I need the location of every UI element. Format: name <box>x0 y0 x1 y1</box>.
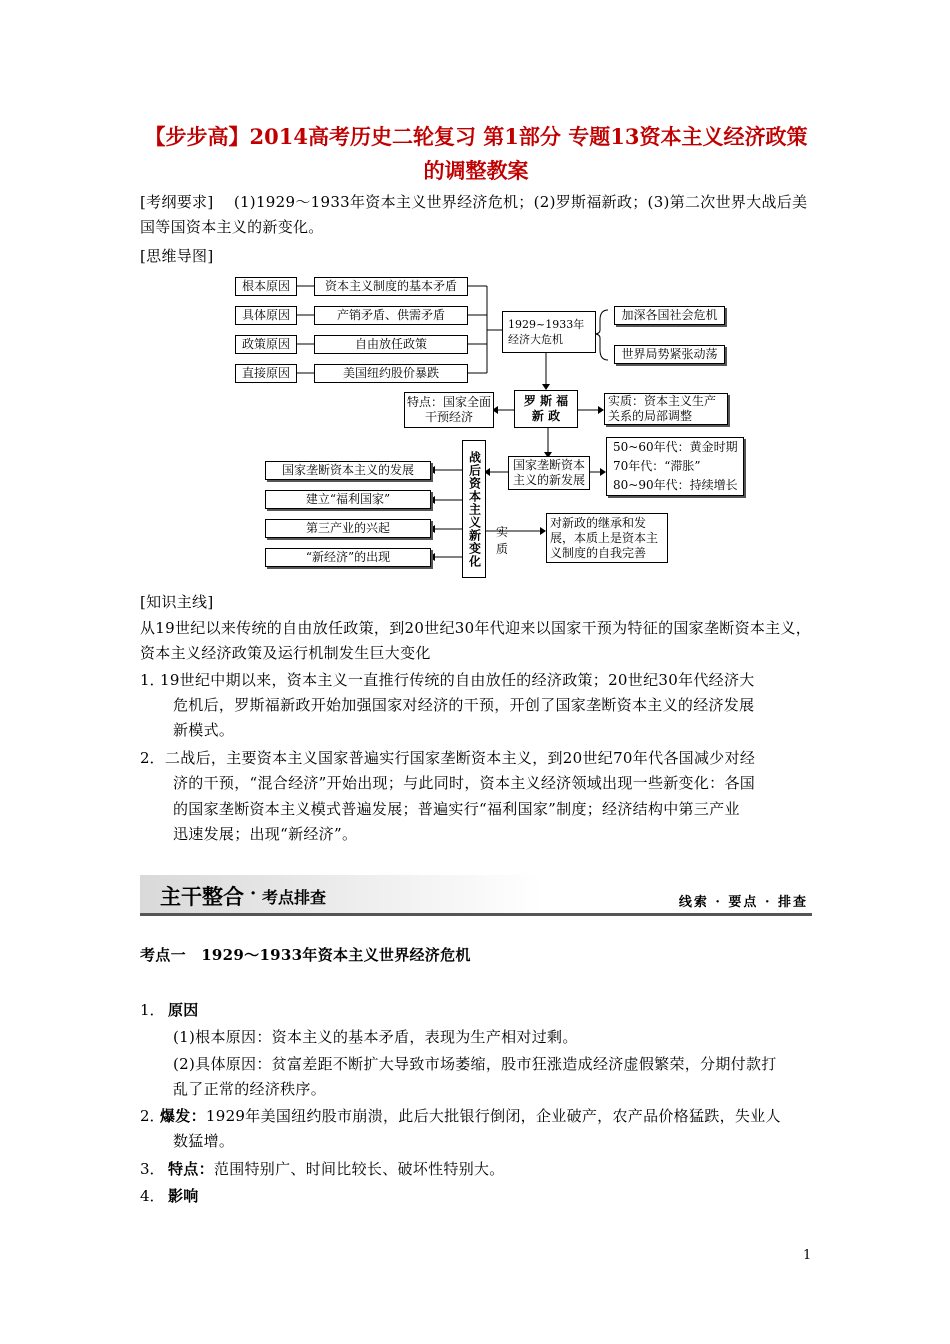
period-growth: 80~90年代：持续增长 <box>613 478 738 492</box>
cause-label-direct: 直接原因 <box>235 364 297 383</box>
point-1-item-2 <box>160 1104 812 1129</box>
point-1-item-2-text: 1929年美国纽约股市崩溃，此后大批银行倒闭，企业破产，农产品价格猛跌，失业人 <box>205 1107 781 1125</box>
essence-arrow-label: 实质 <box>496 525 509 556</box>
knowledge-label: [知识主线] <box>140 593 214 611</box>
requirement-text: (1)1929～1933年资本主义世界经济危机；(2)罗斯福新政；(3)第二次世界大战后美国等国资本主义的新变化。 <box>140 193 808 236</box>
point-1-item-2-number: 2． <box>140 1107 165 1125</box>
point-1-item-4-number: 4． <box>140 1187 165 1205</box>
knowledge-item-2-line-3: 的国家垄断资本主义模式普遍发展；普遍实行“福利国家”制度；经济结构中第三产业 <box>173 800 740 818</box>
section-banner <box>140 875 812 917</box>
knowledge-item-1-line-3: 新模式。 <box>173 721 235 739</box>
point-1-cause-2-cont: 乱了正常的经济秩序。 <box>173 1080 327 1098</box>
knowledge-item-1-line-1: 19世纪中期以来，资本主义一直推行传统的自由放任的经济政策；20世纪30年代经济大 <box>160 671 755 689</box>
mindmap-label: [思维导图] <box>140 247 214 265</box>
change-welfare-state: 建立“福利国家” <box>265 490 431 509</box>
knowledge-intro: 从19世纪以来传统的自由放任政策，到20世纪30年代迎来以国家干预为特征的国家垄断资本主义，资本主义经济政策及运行机制发生巨大变化 <box>140 619 812 662</box>
knowledge-item-1-number: 1． <box>140 671 165 689</box>
point-1-item-2-cont: 数猛增。 <box>173 1132 235 1150</box>
change-tertiary-industry: 第三产业的兴起 <box>265 519 431 538</box>
cause-fundamental: 资本主义制度的基本矛盾 <box>314 277 468 296</box>
point-1-cause-1: (1)根本原因：资本主义的基本矛盾，表现为生产相对过剩。 <box>173 1028 578 1046</box>
change-monopoly-development: 国家垄断资本主义的发展 <box>265 461 431 480</box>
cause-label-specific: 具体原因 <box>235 306 297 325</box>
banner-right-text: 线索 · 要点 · 排查 <box>678 895 808 910</box>
postwar-essence-conclusion: 对新政的继承和发展，本质上是资本主义制度的自我完善 <box>546 513 668 563</box>
effect-world-tension: 世界局势紧张动荡 <box>614 345 725 364</box>
period-golden: 50~60年代：黄金时期 <box>613 440 738 454</box>
cause-label-policy: 政策原因 <box>235 335 297 354</box>
banner-subtitle: 考点排查 <box>262 888 327 907</box>
effect-social-crisis: 加深各国社会危机 <box>614 306 725 325</box>
point-1-item-3-text: 范围特别广、时间比较长、破坏性特别大。 <box>213 1160 505 1178</box>
cause-policy: 自由放任政策 <box>314 335 468 354</box>
knowledge-item-2-line-2: 济的干预，“混合经济”开始出现；与此同时，资本主义经济领域出现一些新变化：各国 <box>173 774 756 792</box>
state-monopoly-box: 国家垄断资本主义的新发展 <box>508 456 590 490</box>
knowledge-item-2-line-1: 二战后，主要资本主义国家普遍实行国家垄断资本主义，到20世纪70年代各国减少对经 <box>165 749 756 767</box>
new-deal-feature: 特点：国家全面干预经济 <box>404 392 494 428</box>
point-1-item-4-label: 影响 <box>168 1187 199 1205</box>
knowledge-item-2-line-4: 迅速发展；出现“新经济”。 <box>173 825 358 843</box>
new-deal-essence: 实质：资本主义生产关系的局部调整 <box>604 393 728 425</box>
knowledge-item-2-number: 2． <box>140 749 165 767</box>
point-1-item-2-label: 爆发： <box>160 1107 206 1125</box>
knowledge-item-1-line-2: 危机后，罗斯福新政开始加强国家对经济的干预，开创了国家垄断资本主义的经济发展 <box>173 696 755 714</box>
banner-dot: · <box>250 883 257 904</box>
great-depression-box: 1929~1933年经济大危机 <box>502 311 596 353</box>
document-title: 【步步高】2014高考历史二轮复习 第1部分 专题13资本主义经济政策的调整教案 <box>144 124 808 183</box>
point-1-item-3-label: 特点： <box>168 1160 214 1178</box>
point-1-item-1-label: 原因 <box>168 1001 199 1019</box>
point-1-item-1-number: 1． <box>140 1001 165 1019</box>
postwar-periods <box>606 437 744 496</box>
period-stagflation: 70年代：“滞胀” <box>613 459 701 473</box>
point-1-cause-2: (2)具体原因：贫富差距不断扩大导致市场萎缩，股市狂涨造成经济虚假繁荣，分期付款打 <box>173 1055 777 1073</box>
cause-specific: 产销矛盾、供需矛盾 <box>314 306 468 325</box>
new-deal-box: 罗 斯 福 新 政 <box>514 390 578 428</box>
requirement-label: [考纲要求] <box>140 193 214 211</box>
banner-main-title: 主干整合 <box>160 885 244 909</box>
banner-underline <box>140 913 812 916</box>
point-1-item-3-number: 3． <box>140 1160 165 1178</box>
point-1-item-3 <box>168 1157 812 1182</box>
change-new-economy: “新经济”的出现 <box>265 548 431 567</box>
point-1-heading: 考点一 1929～1933年资本主义世界经济危机 <box>140 946 471 964</box>
cause-direct: 美国纽约股价暴跌 <box>314 364 468 383</box>
cause-label-fundamental: 根本原因 <box>235 277 297 296</box>
postwar-changes-box: 战后资本主义新变化 <box>462 440 486 578</box>
page-number: 1 <box>803 1248 812 1263</box>
